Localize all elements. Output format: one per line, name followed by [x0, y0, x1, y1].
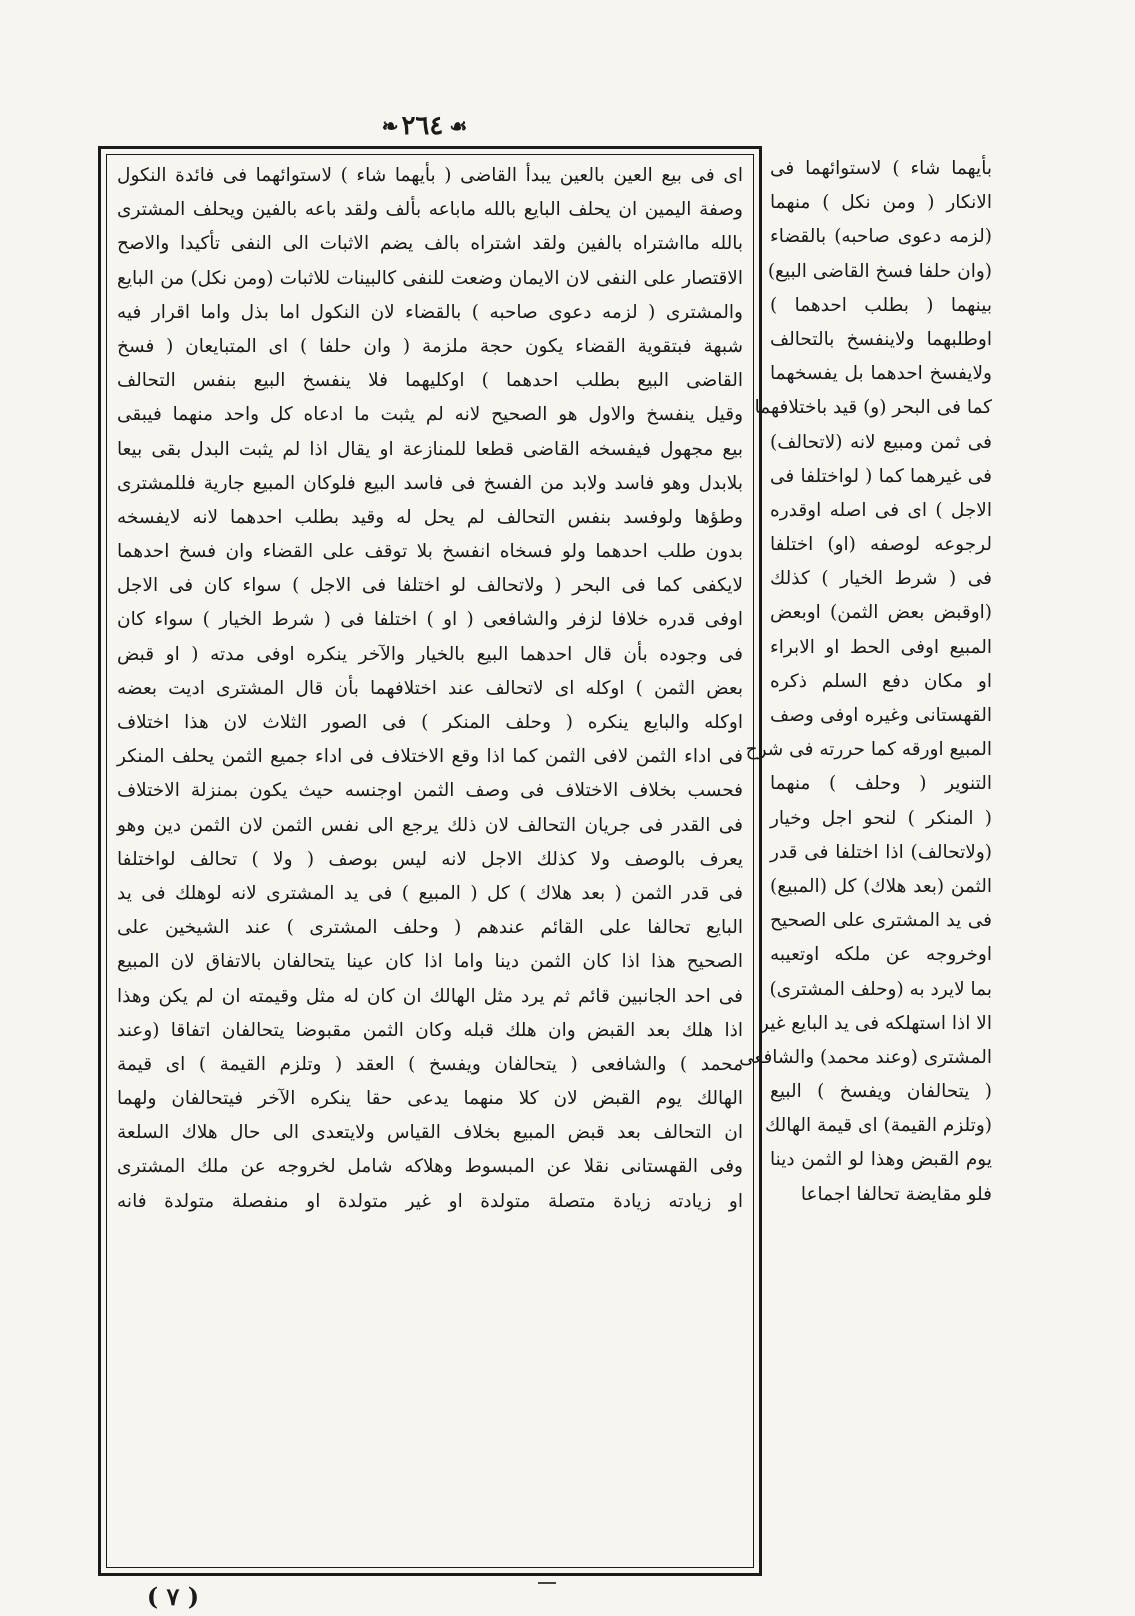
- text-line: التنوير ( وحلف ) منهما: [770, 773, 992, 795]
- text-line: اى فى بيع العين بالعين يبدأ القاضى ( بأيهما شاء ) لاستوائهما فى فائدة النكول: [117, 165, 743, 186]
- page-number: ٢٦٤: [401, 111, 444, 141]
- text-line: او مكان دفع السلم ذكره: [770, 670, 992, 692]
- text-line: اوطلبهما ولاينفسخ بالتحالف: [770, 328, 992, 350]
- main-text-block: [106, 154, 754, 1568]
- text-line: البايع تحالفا على القائم عندهم ( وحلف المشترى ) عند الشيخين على: [117, 917, 743, 939]
- text-line: الصحيح هذا اذا كان الثمن دينا واما اذا كان عينا يتحالفان بالاتفاق لان المبيع: [117, 951, 743, 973]
- text-line: وقيل ينفسخ والاول هو الصحيح لانه لم يثبت ما ادعاه كل واحد منهما فيبقى: [117, 404, 743, 426]
- text-line: يوم القبض وهذا لو الثمن دينا: [770, 1149, 992, 1171]
- text-line: فى اداء الثمن لافى الثمن كما اذا وقع الاختلاف فى اداء جميع الثمن يحلف المنكر: [117, 746, 743, 768]
- margin-commentary: [739, 152, 992, 1512]
- text-line: المبيع اوفى الحط او الابراء: [770, 636, 992, 658]
- ornament-left-icon: ❧: [381, 114, 396, 138]
- text-line: القهستانى وغيره اوفى وصف: [770, 705, 992, 726]
- text-line: (ولاتحالف) اذا اختلفا فى قدر: [770, 841, 992, 863]
- text-line: بما لايرد به (وحلف المشترى): [769, 978, 992, 1000]
- text-line: فى يد المشترى على الصحيح: [770, 910, 992, 932]
- footer-dash: [538, 1582, 556, 1584]
- text-line: فى ( شرط الخيار ) كذلك: [770, 568, 992, 590]
- text-line: بدون طلب احدهما ولو فسخاه انفسخ بلا توقف على القضاء وان فسخ احدهما: [117, 541, 743, 563]
- text-line: ان التحالف بعد قبض المبيع بخلاف القياس ولايتعدى الى حال هلاك السلعة: [117, 1122, 743, 1144]
- text-line: او زيادته زيادة متصلة متولدة او غير متولدة او منفصلة متولدة فانه: [117, 1190, 743, 1212]
- text-line: كما فى البحر (و) قيد باختلافهما: [754, 397, 992, 419]
- text-line: وفى القهستانى نقلا عن المبسوط وهلاكه شامل لخروجه عن ملك المشترى: [117, 1156, 743, 1178]
- text-line: والمشترى ( لزمه دعوى صاحبه ) بالقضاء لان النكول اما بذل واما اقرار فيه: [117, 301, 743, 323]
- main-text-lines: [117, 159, 743, 1219]
- text-line: فلو مقايضة تحالفا اجماعا: [800, 1183, 992, 1205]
- text-line: ( المنكر ) لنحو اجل وخيار: [770, 807, 992, 829]
- text-line: فى ثمن ومبيع لانه (لاتحالف): [770, 431, 992, 453]
- text-line: وطؤها ولوفسد بنفس التحالف لم يحل له وقيد بطلب احدهما لانه لايفسخه: [117, 506, 743, 528]
- text-line: الانكار ( ومن نكل ) منهما: [770, 192, 992, 214]
- text-line: اذا هلك بعد القبض وان هلك قبله وكان الثمن مقبوضا يتحالفان اتفاقا (وعند: [117, 1019, 743, 1041]
- text-line: لرجوعه لوصفه (او) اختلفا: [770, 534, 992, 556]
- text-line: وصفة اليمين ان يحلف البايع بالله ماباعه بألف ولقد باعه بالفين ويحلف المشترى: [117, 199, 743, 221]
- text-line: الثمن (بعد هلاك) كل (المبيع): [770, 875, 992, 897]
- text-line: فى وجوده بأن قال احدهما البيع بالخيار والآخر ينكره اوفى مدته ( او قبض: [117, 643, 743, 665]
- margin-text-lines: [739, 152, 992, 1212]
- ornament-right-icon: ☙: [449, 114, 465, 138]
- text-line: لايكفى كما فى البحر ( ولاتحالف لو اختلفا فى الاجل ) سواء كان فى الاجل: [117, 575, 743, 597]
- text-line: اوخروجه عن ملكه اوتعيبه: [770, 944, 992, 966]
- text-line: بالله مااشتراه بالفين ولقد اشتراه بالف يضم الاثبات الى النفى تأكيدا والاصح: [117, 233, 743, 255]
- text-line: ولايفسخ احدهما بل يفسخهما: [770, 363, 992, 385]
- text-line: المبيع اورقه كما حررته فى شرح: [745, 739, 992, 761]
- text-line: يعرف بالوصف ولا كذلك الاجل لانه ليس بوصف ( ولا ) تحالف لواختلفا: [117, 848, 743, 870]
- text-line: فى القدر فى جريان التحالف لان ذلك يرجع الى نفس الثمن لان الثمن دين وهو: [117, 814, 743, 836]
- text-line: بعض الثمن ) اوكله اى لاتحالف عند اختلافهما بأن قال المشترى اديت بعضه: [117, 677, 743, 699]
- text-line: (اوقبض بعض الثمن) اوبعض: [770, 602, 992, 624]
- text-line: ( يتحالفان ويفسخ ) البيع: [770, 1081, 992, 1103]
- text-line: (وتلزم القيمة) اى قيمة الهالك: [765, 1115, 992, 1137]
- text-line: بأيهما شاء ) لاستوائهما فى: [770, 158, 992, 179]
- text-line: اوكله والبايع ينكره ( وحلف المنكر ) فى الصور الثلاث لان هذا اختلاف: [117, 712, 743, 733]
- text-line: (لزمه دعوى صاحبه) بالقضاء: [770, 226, 992, 248]
- signature-mark: ( ٧ ): [146, 1582, 200, 1611]
- text-line: الاجل ) اى فى اصله اوقدره: [770, 499, 992, 521]
- text-line: فى غيرهما كما ( لواختلفا فى: [770, 465, 992, 487]
- text-line: المشترى (وعند محمد) والشافعى: [739, 1046, 992, 1068]
- text-line: الاقتصار على النفى لان الايمان وضعت للنفى كالبينات للاثبات (ومن نكل) من البايع: [117, 267, 743, 289]
- text-line: فى احد الجانبين قائم ثم يرد مثل الهالك ان كان له مثل وقيمته ان لم يكن وهذا: [117, 985, 743, 1007]
- text-line: بينهما ( بطلب احدهما ): [770, 294, 992, 316]
- text-line: القاضى البيع بطلب احدهما ) اوكليهما فلا ينفسخ البيع بنفس التحالف: [117, 370, 743, 392]
- text-line: محمد ) والشافعى ( يتحالفان ويفسخ ) العقد ( وتلزم القيمة ) اى قيمة: [117, 1053, 743, 1075]
- text-line: اوفى قدره خلافا لزفر والشافعى ( او ) اختلفا فى ( شرط الخيار ) سواء كان: [117, 609, 743, 631]
- text-line: فى قدر الثمن ( بعد هلاك ) كل ( المبيع ) فى يد المشترى لانه لوهلك فى يد: [117, 882, 743, 904]
- text-line: الا اذا استهلكه فى يد البايع غير: [759, 1012, 992, 1034]
- text-line: بلابدل وهو فاسد ولابد من الفسخ فى فاسد البيع فلوكان المبيع جارية فللمشترى: [117, 472, 743, 494]
- text-line: الهالك يوم القبض لان كلا منهما يدعى حقا ينكره الآخر فيتحالفان ولهما: [117, 1088, 743, 1110]
- text-line: فحسب بخلاف الاختلاف فى وصف الثمن اوجنسه حيث يكون بمنزلة الاختلاف: [117, 780, 743, 802]
- page-number-header: [338, 106, 508, 146]
- text-line: شبهة فبتقوية القضاء يكون حجة ملزمة ( وان حلفا ) اى المتبايعان ( فسخ: [117, 335, 743, 357]
- text-line: بيع مجهول فيفسخه القاضى قطعا للمنازعة او يقال اذا لم يثبت البدل بقى بيعا: [117, 438, 743, 460]
- text-line: (وان حلفا فسخ القاضى البيع): [767, 260, 992, 282]
